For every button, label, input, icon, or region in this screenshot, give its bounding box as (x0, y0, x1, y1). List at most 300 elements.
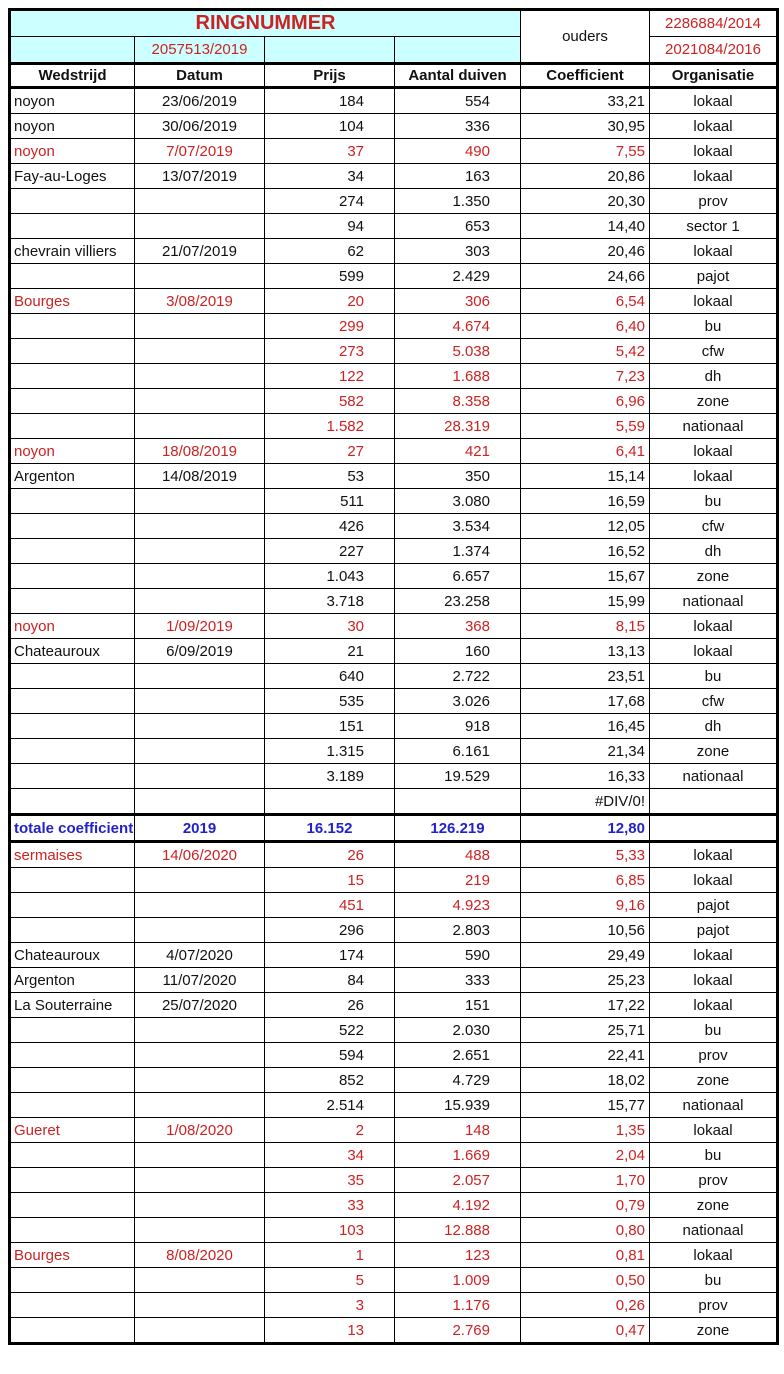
table-row (10, 1168, 778, 1193)
cell-coefficient: 7,55 (521, 139, 650, 164)
cell-datum: 8/08/2020 (135, 1243, 265, 1268)
cell-wedstrijd (10, 214, 135, 239)
cell-aantal: 1.669 (395, 1143, 521, 1168)
cell-datum (135, 1318, 265, 1344)
cell-organisatie: lokaal (650, 114, 778, 139)
cell-coefficient: 12,05 (521, 514, 650, 539)
cell-prijs: 852 (265, 1068, 395, 1093)
cell-organisatie: lokaal (650, 88, 778, 114)
cell-coefficient: 25,23 (521, 968, 650, 993)
cell-coefficient: 13,13 (521, 639, 650, 664)
cell-wedstrijd (10, 1193, 135, 1218)
cell-aantal: 2.769 (395, 1318, 521, 1344)
table-row (10, 1268, 778, 1293)
cell-coefficient: 22,41 (521, 1043, 650, 1068)
total-row (10, 815, 778, 842)
cell-prijs: 15 (265, 868, 395, 893)
table-row (10, 893, 778, 918)
cell-prijs: 227 (265, 539, 395, 564)
cell-datum (135, 1093, 265, 1118)
cell-coefficient: 5,42 (521, 339, 650, 364)
cell-prijs: 26 (265, 842, 395, 868)
cell-prijs: 582 (265, 389, 395, 414)
cell-datum (135, 789, 265, 815)
cell-organisatie: bu (650, 314, 778, 339)
cell-aantal: 1.374 (395, 539, 521, 564)
cell-prijs: 37 (265, 139, 395, 164)
cell-aantal: 3.080 (395, 489, 521, 514)
cell-datum: 23/06/2019 (135, 88, 265, 114)
cell-prijs: 5 (265, 1268, 395, 1293)
cell-aantal: 5.038 (395, 339, 521, 364)
cell-wedstrijd: noyon (10, 88, 135, 114)
cell-coefficient: 15,67 (521, 564, 650, 589)
cell-datum (135, 1168, 265, 1193)
cell-coefficient: 5,59 (521, 414, 650, 439)
cell-wedstrijd (10, 1218, 135, 1243)
cell-datum: 25/07/2020 (135, 993, 265, 1018)
parent-ring-1: 2286884/2014 (650, 10, 778, 37)
cell-prijs: 594 (265, 1043, 395, 1068)
cell-datum: 14/06/2020 (135, 842, 265, 868)
table-row (10, 539, 778, 564)
cell-wedstrijd (10, 918, 135, 943)
cell-organisatie: lokaal (650, 289, 778, 314)
cell-aantal: 4.674 (395, 314, 521, 339)
ring-number: 2057513/2019 (135, 37, 265, 64)
cell-datum (135, 539, 265, 564)
cell-organisatie: zone (650, 564, 778, 589)
cell-datum (135, 389, 265, 414)
table-row (10, 214, 778, 239)
sheet-title: RINGNUMMER (10, 10, 521, 37)
cell-wedstrijd (10, 1293, 135, 1318)
column-header-row (10, 64, 778, 88)
cell-aantal: 303 (395, 239, 521, 264)
cell-prijs (265, 789, 395, 815)
cell-aantal: 19.529 (395, 764, 521, 789)
table-row (10, 1318, 778, 1344)
cell-prijs: 451 (265, 893, 395, 918)
table-row (10, 1093, 778, 1118)
cell-organisatie: lokaal (650, 943, 778, 968)
table-row (10, 739, 778, 764)
cell-coefficient: 0,80 (521, 1218, 650, 1243)
cell-wedstrijd (10, 564, 135, 589)
cell-prijs: 184 (265, 88, 395, 114)
cell-organisatie: lokaal (650, 639, 778, 664)
table-row (10, 1293, 778, 1318)
cell-datum (135, 1043, 265, 1068)
cell-coefficient: 6,54 (521, 289, 650, 314)
cell-coefficient: 25,71 (521, 1018, 650, 1043)
cell-aantal: 1.176 (395, 1293, 521, 1318)
cell-wedstrijd (10, 1043, 135, 1068)
cell-wedstrijd (10, 1268, 135, 1293)
cell-prijs: 20 (265, 289, 395, 314)
cell-prijs: 296 (265, 918, 395, 943)
cell-organisatie: pajot (650, 918, 778, 943)
cell-wedstrijd: Argenton (10, 968, 135, 993)
cell-wedstrijd: Chateauroux (10, 943, 135, 968)
cell-aantal: 368 (395, 614, 521, 639)
cell-aantal: 126.219 (395, 815, 521, 842)
cell-aantal: 350 (395, 464, 521, 489)
cell-coefficient: 16,52 (521, 539, 650, 564)
table-row (10, 1218, 778, 1243)
cell-organisatie: lokaal (650, 139, 778, 164)
table-row (10, 464, 778, 489)
cell-aantal: 4.923 (395, 893, 521, 918)
cell-wedstrijd: noyon (10, 614, 135, 639)
cell-aantal: 148 (395, 1118, 521, 1143)
cell-coefficient: 17,68 (521, 689, 650, 714)
column-header-organisatie: Organisatie (650, 64, 778, 88)
cell-datum (135, 868, 265, 893)
cell-datum (135, 364, 265, 389)
cell-organisatie: prov (650, 1168, 778, 1193)
cell-organisatie: lokaal (650, 1118, 778, 1143)
table-row (10, 1043, 778, 1068)
cell-wedstrijd (10, 714, 135, 739)
cell-coefficient: 16,59 (521, 489, 650, 514)
table-row (10, 789, 778, 815)
cell-organisatie: dh (650, 364, 778, 389)
table-row (10, 842, 778, 868)
cell-aantal: 1.009 (395, 1268, 521, 1293)
cell-aantal: 918 (395, 714, 521, 739)
cell-aantal: 490 (395, 139, 521, 164)
cell-aantal: 333 (395, 968, 521, 993)
cell-wedstrijd (10, 789, 135, 815)
cell-wedstrijd: Bourges (10, 289, 135, 314)
cell-coefficient: 29,49 (521, 943, 650, 968)
cell-wedstrijd: totale coefficient (10, 815, 135, 842)
empty-cyan-cell (10, 37, 135, 64)
cell-prijs: 104 (265, 114, 395, 139)
cell-aantal: 2.030 (395, 1018, 521, 1043)
cell-organisatie: bu (650, 1143, 778, 1168)
cell-organisatie: lokaal (650, 464, 778, 489)
cell-prijs: 103 (265, 1218, 395, 1243)
cell-organisatie: dh (650, 539, 778, 564)
table-row (10, 514, 778, 539)
cell-prijs: 1.043 (265, 564, 395, 589)
cell-datum: 13/07/2019 (135, 164, 265, 189)
cell-prijs: 34 (265, 1143, 395, 1168)
cell-wedstrijd (10, 893, 135, 918)
cell-aantal (395, 789, 521, 815)
cell-datum: 1/08/2020 (135, 1118, 265, 1143)
cell-prijs: 535 (265, 689, 395, 714)
cell-coefficient: 15,14 (521, 464, 650, 489)
cell-prijs: 2 (265, 1118, 395, 1143)
cell-coefficient: 16,45 (521, 714, 650, 739)
cell-datum (135, 918, 265, 943)
cell-wedstrijd (10, 739, 135, 764)
cell-wedstrijd (10, 414, 135, 439)
cell-organisatie: lokaal (650, 164, 778, 189)
cell-datum (135, 1218, 265, 1243)
cell-wedstrijd: noyon (10, 139, 135, 164)
table-row (10, 689, 778, 714)
table-row (10, 943, 778, 968)
cell-organisatie: lokaal (650, 968, 778, 993)
cell-wedstrijd (10, 1093, 135, 1118)
cell-organisatie: zone (650, 1318, 778, 1344)
cell-datum: 21/07/2019 (135, 239, 265, 264)
cell-prijs: 84 (265, 968, 395, 993)
cell-datum: 18/08/2019 (135, 439, 265, 464)
cell-aantal: 151 (395, 993, 521, 1018)
cell-datum (135, 1268, 265, 1293)
cell-aantal: 160 (395, 639, 521, 664)
table-row (10, 1068, 778, 1093)
cell-organisatie: bu (650, 489, 778, 514)
cell-organisatie: lokaal (650, 842, 778, 868)
empty-cyan-cell (265, 37, 395, 64)
cell-prijs: 426 (265, 514, 395, 539)
table-row (10, 868, 778, 893)
cell-datum: 3/08/2019 (135, 289, 265, 314)
cell-wedstrijd (10, 339, 135, 364)
table-row (10, 389, 778, 414)
cell-aantal: 23.258 (395, 589, 521, 614)
cell-aantal: 4.729 (395, 1068, 521, 1093)
cell-datum (135, 264, 265, 289)
cell-prijs: 13 (265, 1318, 395, 1344)
cell-coefficient: 9,16 (521, 893, 650, 918)
cell-prijs: 53 (265, 464, 395, 489)
column-header-prijs: Prijs (265, 64, 395, 88)
cell-aantal: 219 (395, 868, 521, 893)
table-row (10, 639, 778, 664)
cell-organisatie: nationaal (650, 589, 778, 614)
cell-wedstrijd: Fay-au-Loges (10, 164, 135, 189)
cell-wedstrijd: noyon (10, 114, 135, 139)
cell-wedstrijd: Chateauroux (10, 639, 135, 664)
cell-wedstrijd: chevrain villiers (10, 239, 135, 264)
table-row (10, 1018, 778, 1043)
table-row (10, 968, 778, 993)
cell-coefficient: 20,46 (521, 239, 650, 264)
cell-coefficient: 1,35 (521, 1118, 650, 1143)
cell-wedstrijd (10, 314, 135, 339)
cell-organisatie: cfw (650, 339, 778, 364)
cell-prijs: 34 (265, 164, 395, 189)
cell-aantal: 163 (395, 164, 521, 189)
cell-prijs: 21 (265, 639, 395, 664)
cell-coefficient: 21,34 (521, 739, 650, 764)
table-row (10, 239, 778, 264)
table-row (10, 664, 778, 689)
cell-prijs: 511 (265, 489, 395, 514)
cell-datum: 1/09/2019 (135, 614, 265, 639)
empty-cyan-cell (395, 37, 521, 64)
cell-datum: 7/07/2019 (135, 139, 265, 164)
cell-prijs: 273 (265, 339, 395, 364)
cell-coefficient: #DIV/0! (521, 789, 650, 815)
cell-wedstrijd (10, 868, 135, 893)
cell-datum (135, 589, 265, 614)
cell-datum (135, 189, 265, 214)
table-row (10, 264, 778, 289)
column-header-aantal-duiven: Aantal duiven (395, 64, 521, 88)
table-row (10, 88, 778, 114)
cell-organisatie: prov (650, 1043, 778, 1068)
cell-organisatie: dh (650, 714, 778, 739)
table-row (10, 714, 778, 739)
header-row-1 (10, 10, 778, 37)
cell-datum (135, 893, 265, 918)
table-row (10, 764, 778, 789)
cell-datum (135, 689, 265, 714)
cell-aantal: 2.722 (395, 664, 521, 689)
cell-prijs: 16.152 (265, 815, 395, 842)
cell-wedstrijd: Argenton (10, 464, 135, 489)
cell-prijs: 640 (265, 664, 395, 689)
cell-prijs: 3.718 (265, 589, 395, 614)
cell-datum: 30/06/2019 (135, 114, 265, 139)
table-row (10, 439, 778, 464)
cell-prijs: 94 (265, 214, 395, 239)
table-row (10, 589, 778, 614)
cell-aantal: 6.657 (395, 564, 521, 589)
cell-wedstrijd: La Souterraine (10, 993, 135, 1018)
cell-wedstrijd (10, 264, 135, 289)
results-sheet (8, 8, 776, 1345)
pigeon-results-table (8, 8, 779, 1345)
cell-organisatie: bu (650, 664, 778, 689)
cell-coefficient: 15,77 (521, 1093, 650, 1118)
cell-datum (135, 764, 265, 789)
cell-coefficient: 30,95 (521, 114, 650, 139)
cell-datum (135, 314, 265, 339)
cell-wedstrijd (10, 1168, 135, 1193)
cell-prijs: 62 (265, 239, 395, 264)
cell-aantal: 336 (395, 114, 521, 139)
cell-organisatie: lokaal (650, 239, 778, 264)
cell-coefficient: 1,70 (521, 1168, 650, 1193)
cell-datum (135, 739, 265, 764)
cell-datum: 14/08/2019 (135, 464, 265, 489)
column-header-coefficient: Coefficient (521, 64, 650, 88)
cell-organisatie: zone (650, 1193, 778, 1218)
cell-coefficient: 0,47 (521, 1318, 650, 1344)
table-row (10, 918, 778, 943)
cell-prijs: 26 (265, 993, 395, 1018)
cell-coefficient: 8,15 (521, 614, 650, 639)
cell-coefficient: 20,30 (521, 189, 650, 214)
cell-coefficient: 6,40 (521, 314, 650, 339)
cell-coefficient: 33,21 (521, 88, 650, 114)
cell-prijs: 299 (265, 314, 395, 339)
cell-datum: 4/07/2020 (135, 943, 265, 968)
cell-prijs: 33 (265, 1193, 395, 1218)
cell-organisatie: nationaal (650, 414, 778, 439)
cell-prijs: 35 (265, 1168, 395, 1193)
cell-organisatie: nationaal (650, 1093, 778, 1118)
cell-datum (135, 339, 265, 364)
cell-wedstrijd (10, 1318, 135, 1344)
cell-datum (135, 1068, 265, 1093)
cell-organisatie: pajot (650, 893, 778, 918)
cell-coefficient: 5,33 (521, 842, 650, 868)
cell-aantal: 421 (395, 439, 521, 464)
cell-organisatie: lokaal (650, 868, 778, 893)
cell-organisatie (650, 789, 778, 815)
cell-aantal: 15.939 (395, 1093, 521, 1118)
table-row (10, 1193, 778, 1218)
cell-wedstrijd: sermaises (10, 842, 135, 868)
cell-aantal: 12.888 (395, 1218, 521, 1243)
cell-datum (135, 1193, 265, 1218)
cell-aantal: 653 (395, 214, 521, 239)
cell-prijs: 3.189 (265, 764, 395, 789)
table-row (10, 139, 778, 164)
cell-aantal: 6.161 (395, 739, 521, 764)
cell-organisatie: lokaal (650, 439, 778, 464)
table-row (10, 114, 778, 139)
table-row (10, 564, 778, 589)
results-tbody (10, 88, 778, 1344)
cell-wedstrijd (10, 539, 135, 564)
cell-coefficient: 18,02 (521, 1068, 650, 1093)
cell-aantal: 123 (395, 1243, 521, 1268)
cell-wedstrijd (10, 364, 135, 389)
cell-wedstrijd (10, 389, 135, 414)
cell-datum (135, 564, 265, 589)
cell-organisatie: lokaal (650, 614, 778, 639)
cell-coefficient: 10,56 (521, 918, 650, 943)
cell-wedstrijd (10, 764, 135, 789)
cell-datum (135, 414, 265, 439)
cell-organisatie: bu (650, 1268, 778, 1293)
cell-aantal: 2.651 (395, 1043, 521, 1068)
cell-coefficient: 0,81 (521, 1243, 650, 1268)
cell-aantal: 2.429 (395, 264, 521, 289)
column-header-wedstrijd: Wedstrijd (10, 64, 135, 88)
cell-prijs: 522 (265, 1018, 395, 1043)
cell-wedstrijd (10, 589, 135, 614)
cell-prijs: 274 (265, 189, 395, 214)
cell-wedstrijd: noyon (10, 439, 135, 464)
cell-coefficient: 15,99 (521, 589, 650, 614)
cell-wedstrijd: Gueret (10, 1118, 135, 1143)
table-row (10, 164, 778, 189)
cell-wedstrijd (10, 1143, 135, 1168)
cell-datum (135, 1143, 265, 1168)
cell-organisatie: zone (650, 389, 778, 414)
cell-datum (135, 1293, 265, 1318)
cell-coefficient: 16,33 (521, 764, 650, 789)
cell-aantal: 2.803 (395, 918, 521, 943)
cell-prijs: 2.514 (265, 1093, 395, 1118)
cell-coefficient: 12,80 (521, 815, 650, 842)
table-row (10, 993, 778, 1018)
cell-prijs: 27 (265, 439, 395, 464)
cell-prijs: 1.582 (265, 414, 395, 439)
cell-coefficient: 0,26 (521, 1293, 650, 1318)
table-row (10, 1118, 778, 1143)
cell-prijs: 30 (265, 614, 395, 639)
cell-wedstrijd (10, 1068, 135, 1093)
table-row (10, 414, 778, 439)
cell-organisatie: zone (650, 739, 778, 764)
cell-organisatie: pajot (650, 264, 778, 289)
cell-aantal: 2.057 (395, 1168, 521, 1193)
cell-coefficient: 6,85 (521, 868, 650, 893)
